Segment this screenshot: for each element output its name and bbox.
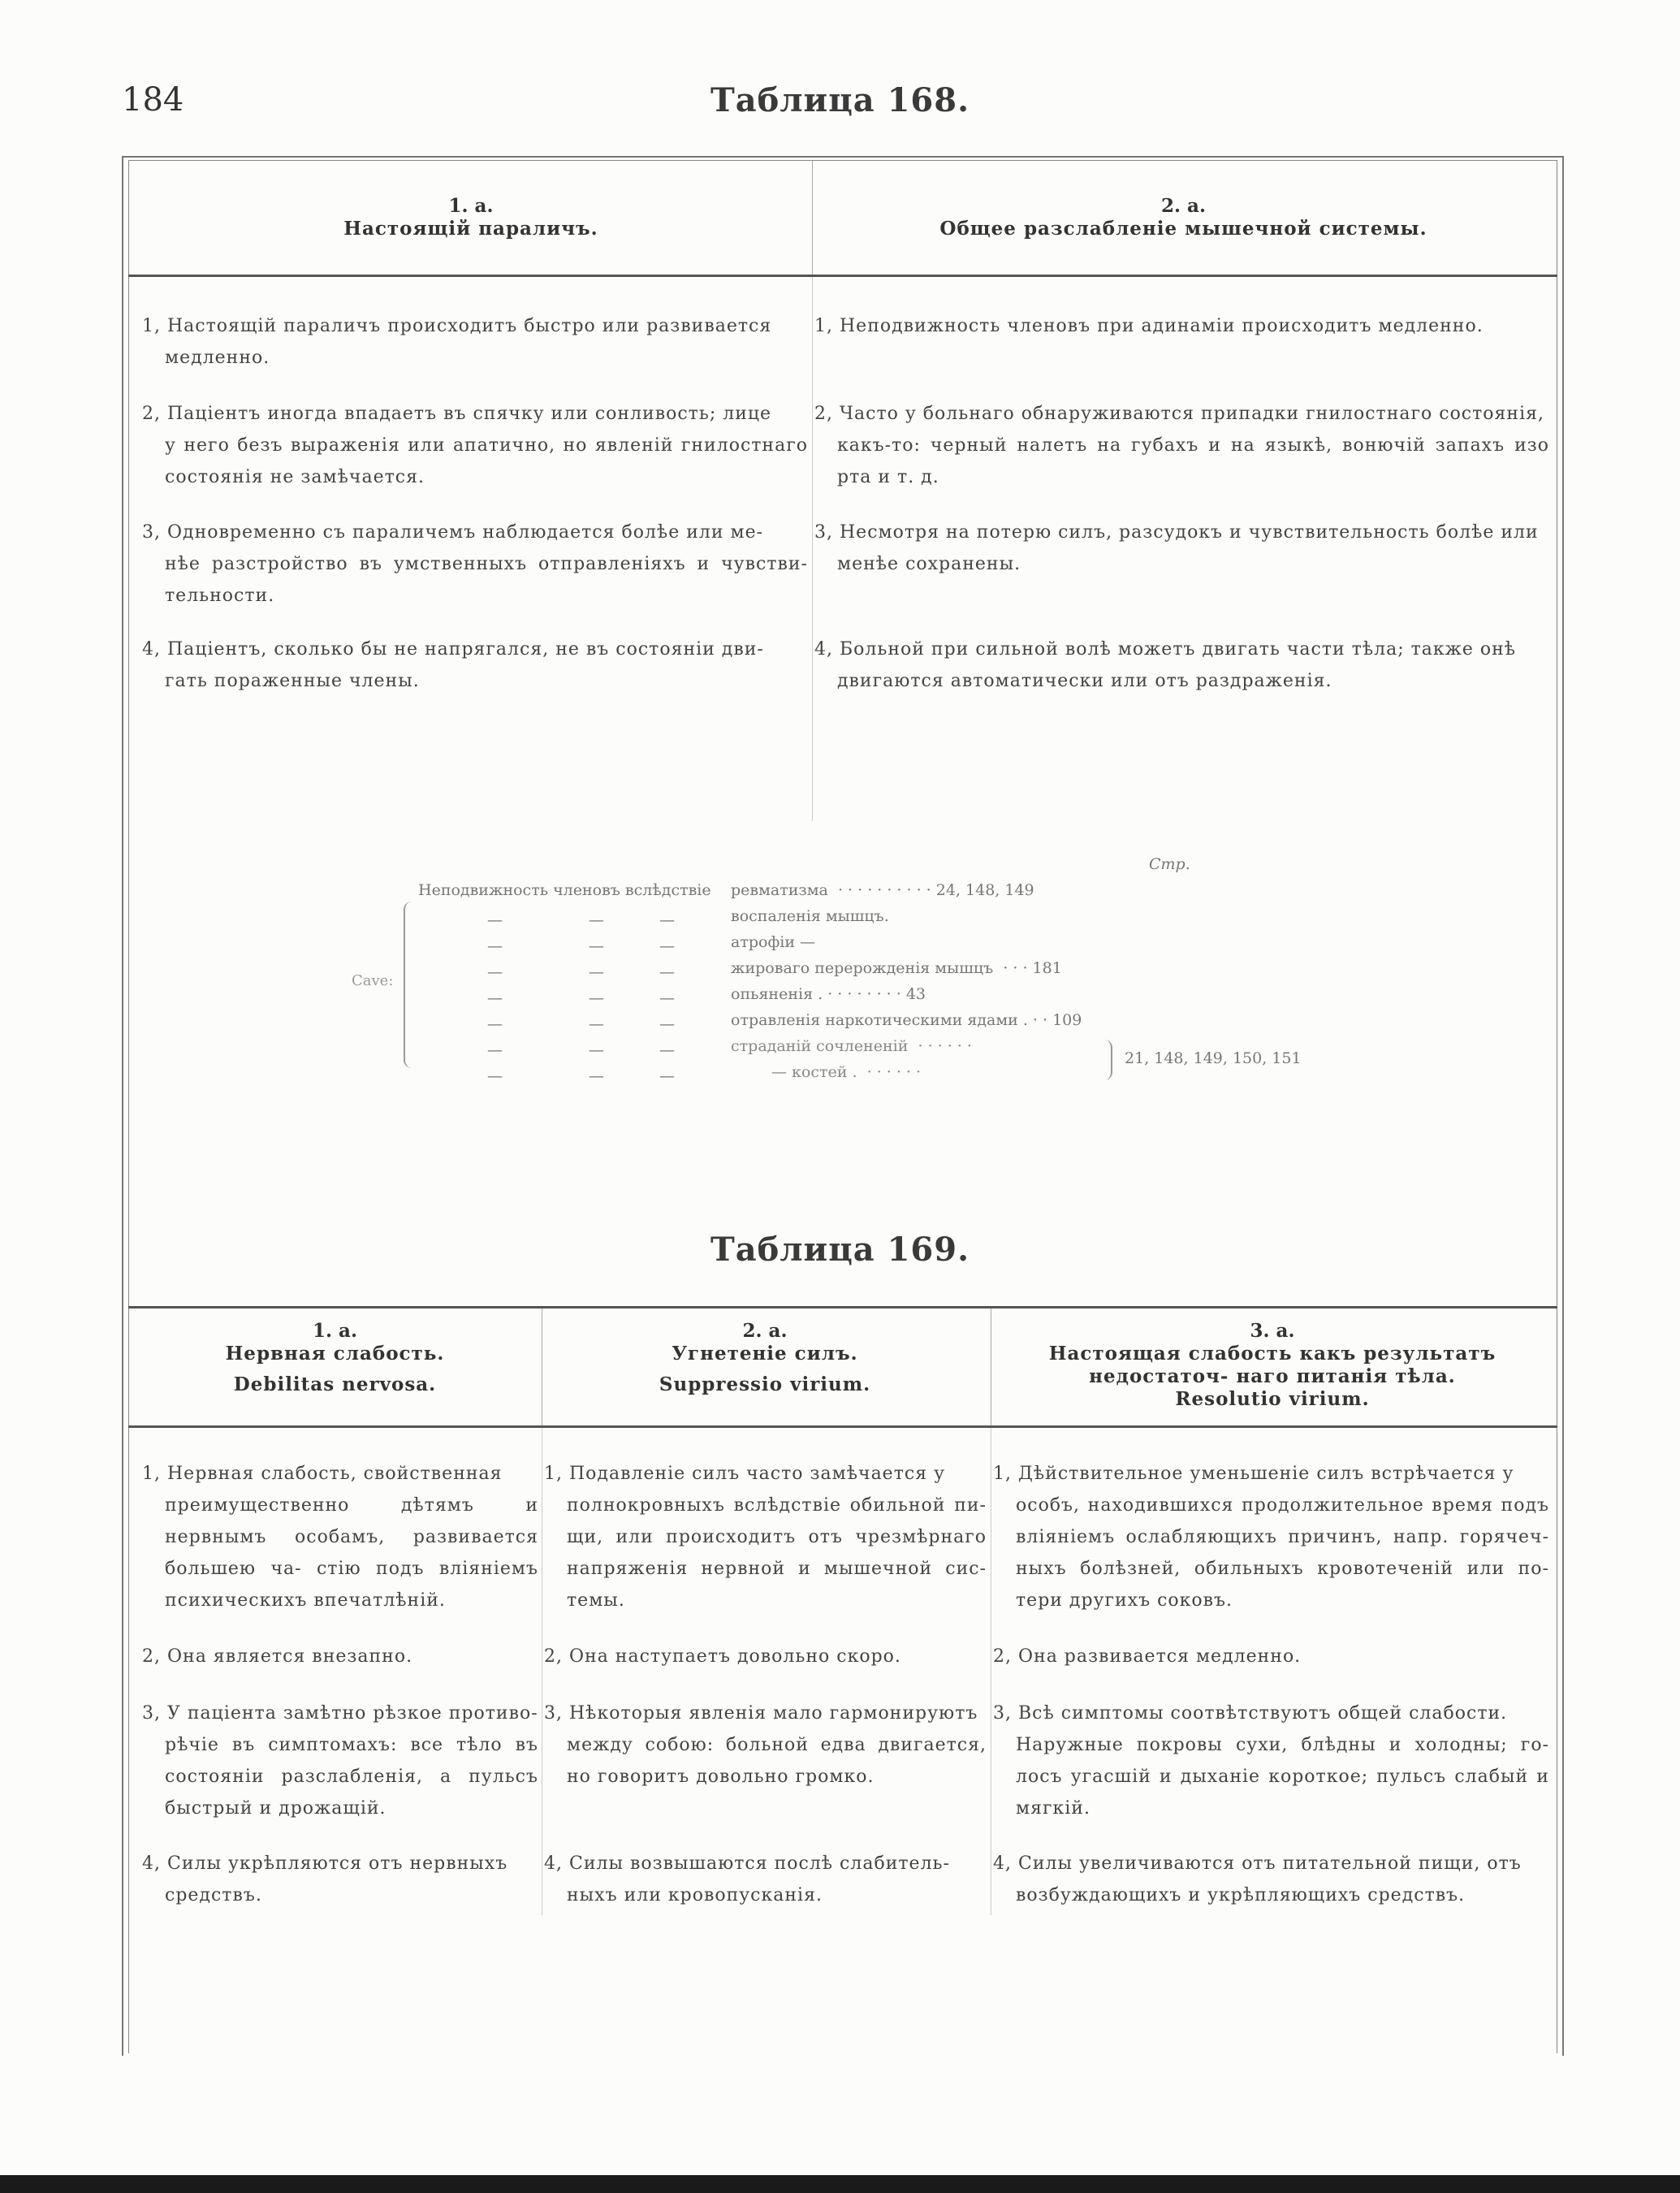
index-entry: — костей . · · · · · · [771,1063,922,1081]
list-item: 1, Неподвижность членовъ при адинаміи происходитъ медленно. [814,316,1483,336]
col-title: Нервная слабость. [225,1343,445,1365]
table-168-col2-header [812,195,1555,240]
list-item: 2, Она является внезапно. [142,1646,413,1667]
index-joint-pages: 21, 148, 149, 150, 151 [1125,1049,1302,1067]
col-latin: Debilitas nervosa. [233,1373,437,1395]
list-item: 2, Она наступаетъ довольно скоро. [544,1646,901,1667]
table-168-title: Таблица 168. [710,81,970,119]
col-number: 1. а. [313,1320,357,1342]
col-title: Настоящій параличъ. [343,218,598,240]
list-item: 1, Нервная слабость, свойственная преимущественно дѣтямъ и нервнымъ особамъ, развивается большею ча- стію подъ вліяніемъ психическихъ впечатлѣній. [142,1464,538,1611]
table-169-col3-header [992,1320,1553,1411]
col-latin: Resolutio virium. [1175,1388,1370,1410]
index-entry: атрофіи — [731,933,816,951]
list-item: 2, Она развивается медленно. [993,1646,1302,1667]
list-item: 3, Всѣ симптомы соотвѣтствуютъ общей слабости. Наружные покровы сухи, блѣдны и холодны; го- лосъ угасшій и дыханіе короткое; пульсъ слабый и мягкій. [993,1703,1549,1819]
index-entry: жироваго перерожденія мышцъ · · · 181 [731,959,1062,977]
index-brace [404,902,417,1068]
table-169-title: Таблица 169. [710,1231,970,1269]
list-item: 4, Силы укрѣпляются отъ нервныхъ средствъ. [142,1853,508,1905]
ditto-marks: — — — — — — — [659,911,675,1085]
table-169-top-rule [128,1306,1557,1308]
list-item: 2, Часто у больнаго обнаруживаются припадки гнилостнаго состоянія, какъ-то: черный налетъ на губахъ и на языкѣ, вонючій запахъ изо рта и т. д. [814,404,1549,487]
ditto-marks: — — — — — — — [487,911,503,1085]
index-cave: Cave: [352,972,394,989]
col-number: 3. а. [1250,1320,1295,1342]
table-169-col1-header [130,1320,540,1396]
table-168-col1-header [130,195,812,240]
list-item: 3, Несмотря на потерю силъ, разсудокъ и чувствительность болѣе или менѣе сохранены. [814,522,1539,574]
list-item: 4, Силы возвышаются послѣ слабитель- ныхъ или кровопусканія. [544,1853,950,1905]
header-rule [128,275,1557,277]
index-entry: опьяненія . · · · · · · · · 43 [731,985,926,1003]
list-item: 4, Паціентъ, сколько бы не напрягался, не въ состояніи дви- гать пораженные члены. [142,639,764,691]
index-entry: отравленія наркотическими ядами . · · 109 [731,1011,1082,1029]
table-169-header-rule [128,1425,1557,1428]
list-item: 4, Больной при сильной волѣ можетъ двигать части тѣла; также онѣ двигаются автоматически или отъ раздраженія. [814,639,1517,691]
column-divider [812,161,813,275]
index-lead: Неподвижность членовъ вслѣдствіе [418,881,711,899]
index-entry: воспаленія мышцъ. [731,907,889,925]
column-divider [812,277,813,821]
index-entry: страданій сочлененій · · · · · · [731,1037,972,1055]
scan-edge [0,2175,1680,2193]
page-number: 184 [122,81,184,119]
col-number: 2. а. [742,1320,788,1342]
col-title: Настоящая слабость какъ результатъ недостаточ- наго питанія тѣла. [1048,1343,1496,1387]
list-item: 1, Настоящій параличъ происходитъ быстро или развивается медленно. [142,316,772,368]
list-item: 1, Подавленіе силъ часто замѣчается у полнокровныхъ вслѣдствіе обильной пи- щи, или происходитъ отъ чрезмѣрнаго напряженія нервной и мышечной сис- темы. [544,1464,987,1611]
list-item: 3, У паціента замѣтно рѣзкое противо- рѣчіе въ симптомахъ: все тѣло въ состояніи разслабленія, а пульсъ быстрый и дрожащій. [142,1703,538,1819]
ditto-marks: — — — — — — — [589,911,604,1085]
list-item: 3, Нѣкоторыя явленія мало гармонируютъ между собою: больной едва двигается, но говоритъ довольно громко. [544,1703,987,1787]
index-right-brace [1103,1040,1112,1080]
col-title: Угнетеніе силъ. [672,1343,858,1365]
list-item: 3, Одновременно съ параличемъ наблюдается болѣе или ме- нѣе разстройство въ умственныхъ отправленіяхъ и чувстви- тельности. [142,522,808,606]
col-number: 2. а. [1161,195,1206,217]
col-number: 1. а. [448,195,494,217]
table-169-col2-header [542,1320,988,1396]
index-entry: ревматизма · · · · · · · · · · 24, 148, 149 [731,881,1034,899]
index-page-header: Стр. [1149,855,1190,873]
col-title: Общее разслабленіе мышечной системы. [939,218,1427,240]
list-item: 4, Силы увеличиваются отъ питательной пищи, отъ возбуждающихъ и укрѣпляющихъ средствъ. [993,1853,1522,1905]
col-latin: Suppressio virium. [659,1373,871,1395]
list-item: 2, Паціентъ иногда впадаетъ въ спячку или сонливость; лице у него безъ выраженія или апатично, но явленій гнилостнаго состоянія не замѣчается. [142,404,808,487]
list-item: 1, Дѣйствительное уменьшеніе силъ встрѣчается у особъ, находившихся продолжительное время подъ вліяніемъ ослабляющихъ причинъ, напр. горячеч- ныхъ болѣзней, обильныхъ кровотеченій или по- тери другихъ соковъ. [993,1464,1549,1611]
